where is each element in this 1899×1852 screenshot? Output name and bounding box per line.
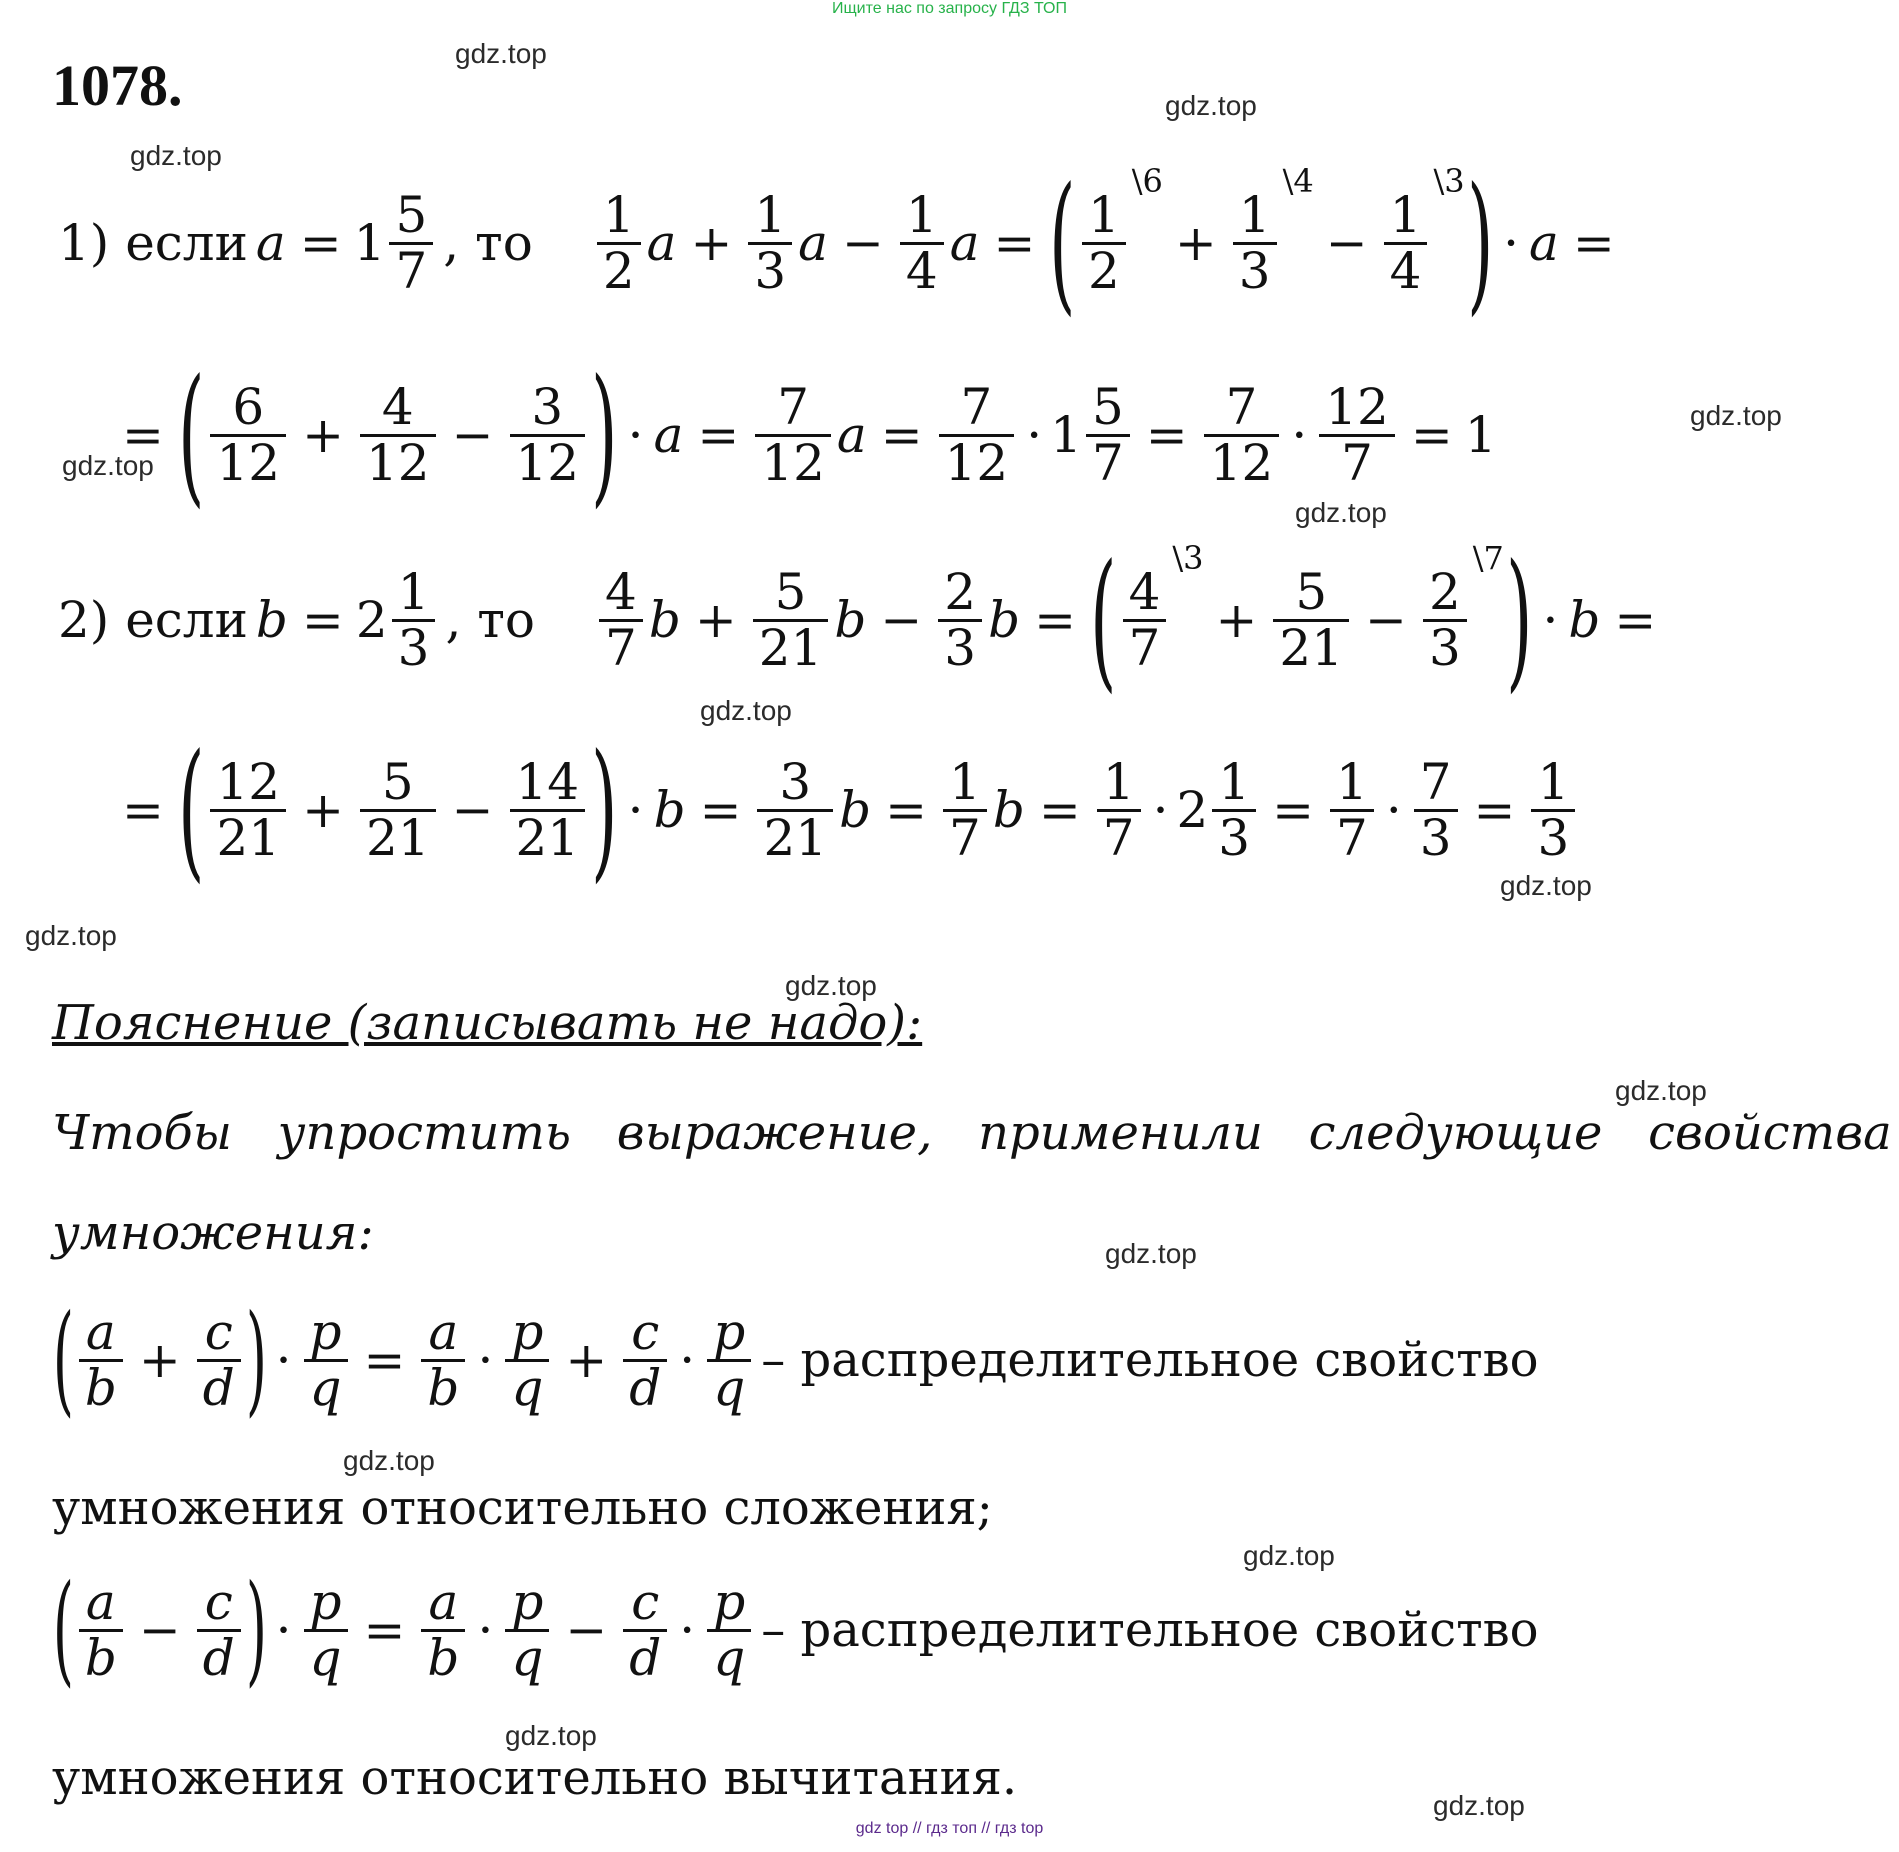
fraction: $\frac{5}{21}$: [753, 566, 829, 674]
var-a: a: [255, 214, 286, 272]
rule-distributive-addition: ( $\frac{a}{b}$ + $\frac{c}{d}$ ) · $\frac{p}{q}$ = $\frac{a}{b}$ · $\frac{p}{q}$ + $\frac{c}{d}$ · $\frac{p}{q}$ – распределительное свойство: [52, 1300, 1545, 1420]
fraction: $\frac{7}{12}$: [755, 381, 831, 489]
watermark: gdz.top: [62, 450, 154, 481]
result-fraction: $\frac{1}{3}$: [1531, 756, 1575, 864]
factor-mark: \3: [1433, 162, 1465, 200]
fraction: $\frac{2}{3}$: [1423, 566, 1467, 674]
fraction: $\frac{1}{7}$: [1097, 756, 1141, 864]
factor-mark: \4: [1282, 162, 1314, 200]
rule-distributive-subtraction: ( $\frac{a}{b}$ − $\frac{c}{d}$ ) · $\frac{p}{q}$ = $\frac{a}{b}$ · $\frac{p}{q}$ − $\frac{c}{d}$ · $\frac{p}{q}$ – распределительное свойство: [52, 1570, 1545, 1690]
part2-line1: 2) если b = 2 $\frac{1}{3}$ , то $\frac{4}{7}$ b + $\frac{5}{21}$ b − $\frac{2}{3}$ b = ( $\frac{4}{7}$ \3 + $\frac{5}{21}$ − $\frac{2}{3}$ \7 ) · b =: [52, 545, 1668, 695]
watermark: gdz.top: [1105, 1238, 1197, 1269]
part2-label: 2) если: [58, 591, 248, 649]
factor-mark: \6: [1131, 162, 1163, 200]
rule2-description: – распределительное свойство: [761, 1602, 1539, 1658]
result: 1: [1464, 406, 1497, 464]
watermark: gdz.top: [1500, 870, 1592, 901]
watermark: gdz.top: [1690, 400, 1782, 431]
var-b: b: [255, 591, 288, 649]
factor-mark: \3: [1172, 539, 1204, 577]
fraction: $\frac{5}{7}$: [389, 189, 433, 297]
fraction: $\frac{12}{7}$: [1319, 381, 1395, 489]
equals-sign: =: [299, 214, 342, 272]
then-word: , то: [445, 591, 536, 649]
watermark: gdz.top: [1295, 497, 1387, 528]
fraction: $\frac{7}{12}$: [939, 381, 1015, 489]
watermark: gdz.top: [1433, 1790, 1525, 1821]
fraction: $\frac{1}{7}$: [1330, 756, 1374, 864]
fraction: $\frac{14}{21}$: [510, 756, 586, 864]
problem-number: 1078.: [52, 53, 183, 118]
header-note: Ищите нас по запросу ГДЗ ТОП: [832, 0, 1067, 17]
fraction: $\frac{2}{3}$: [938, 566, 982, 674]
part1-line2: = ( $\frac{6}{12}$ + $\frac{4}{12}$ − $\frac{3}{12}$ ) · a = $\frac{7}{12}$ a = $\frac{7}{12}$ · 1 $\frac{5}{7}$ = $\frac{7}{12}$ · $\frac{12}{7}$ = 1: [122, 348, 1497, 522]
part2-line2: = ( $\frac{12}{21}$ + $\frac{5}{21}$ − $\frac{14}{21}$ ) · b = $\frac{3}{21}$ b = $\frac{1}{7}$ b = $\frac{1}{7}$ · 2 $\frac{1}{3}$ = $\frac{1}{7}$ · $\frac{7}{3}$ = $\frac{1}{3}$: [110, 735, 1579, 885]
footer-note: gdz top // гдз топ // гдз top: [855, 1820, 1044, 1837]
rule1-continuation: умножения относительно сложения;: [52, 1480, 993, 1536]
fraction: $\frac{5}{21}$: [360, 756, 436, 864]
watermark: gdz.top: [1615, 1075, 1707, 1106]
fraction: $\frac{1}{3}$: [748, 189, 792, 297]
explanation-intro: Чтобы упростить выражение, применили следующие свойства: [52, 1105, 1892, 1161]
watermark: gdz.top: [700, 695, 792, 726]
watermark: gdz.top: [455, 38, 547, 69]
fraction: $\frac{7}{3}$: [1414, 756, 1458, 864]
fraction: $\frac{5}{21}$: [1273, 566, 1349, 674]
then-word: , то: [443, 214, 533, 272]
fraction: $\frac{1}{7}$: [943, 756, 987, 864]
given-mixed-number: 2 $\frac{1}{3}$: [356, 566, 440, 674]
watermark: gdz.top: [785, 970, 877, 1001]
watermark: gdz.top: [25, 920, 117, 951]
whole-part: 1: [353, 214, 386, 272]
mixed-number: 2 $\frac{1}{3}$: [1176, 756, 1260, 864]
watermark: gdz.top: [1243, 1540, 1335, 1571]
fraction: $\frac{4}{7}$: [599, 566, 643, 674]
rule2-continuation: умножения относительно вычитания.: [52, 1750, 1018, 1806]
fraction: $\frac{1}{2}$: [1082, 189, 1126, 297]
factor-mark: \7: [1472, 539, 1504, 577]
fraction: $\frac{3}{12}$: [510, 381, 586, 489]
part1-line1: 1) если a = 1 $\frac{5}{7}$ , то $\frac{1}{2}$ a + $\frac{1}{3}$ a − $\frac{1}{4}$ a = ( $\frac{1}{2}$ \6 + $\frac{1}{3}$ \4 − $\frac{1}{4}$ \3 ) · a =: [52, 168, 1627, 318]
fraction: $\frac{1}{4}$: [900, 189, 944, 297]
fraction: $\frac{12}{21}$: [210, 756, 286, 864]
watermark: gdz.top: [1165, 90, 1257, 121]
mixed-number: 1 $\frac{5}{7}$: [1050, 381, 1134, 489]
fraction: $\frac{1}{4}$: [1384, 189, 1428, 297]
fraction: $\frac{4}{12}$: [360, 381, 436, 489]
explanation-title: Пояснение (записывать не надо):: [52, 995, 923, 1051]
watermark: gdz.top: [343, 1445, 435, 1476]
fraction: $\frac{6}{12}$: [210, 381, 286, 489]
fraction: $\frac{3}{21}$: [757, 756, 833, 864]
fraction: $\frac{4}{7}$: [1123, 566, 1167, 674]
part1-label: 1) если: [58, 214, 248, 272]
fraction: $\frac{1}{3}$: [1233, 189, 1277, 297]
fraction: $\frac{7}{12}$: [1204, 381, 1280, 489]
watermark: gdz.top: [505, 1720, 597, 1751]
fraction: $\frac{1}{2}$: [597, 189, 641, 297]
watermark: gdz.top: [130, 140, 222, 171]
given-mixed-number: [353, 186, 438, 300]
rule1-description: – распределительное свойство: [761, 1332, 1539, 1388]
explanation-intro-cont: умножения:: [52, 1205, 374, 1261]
